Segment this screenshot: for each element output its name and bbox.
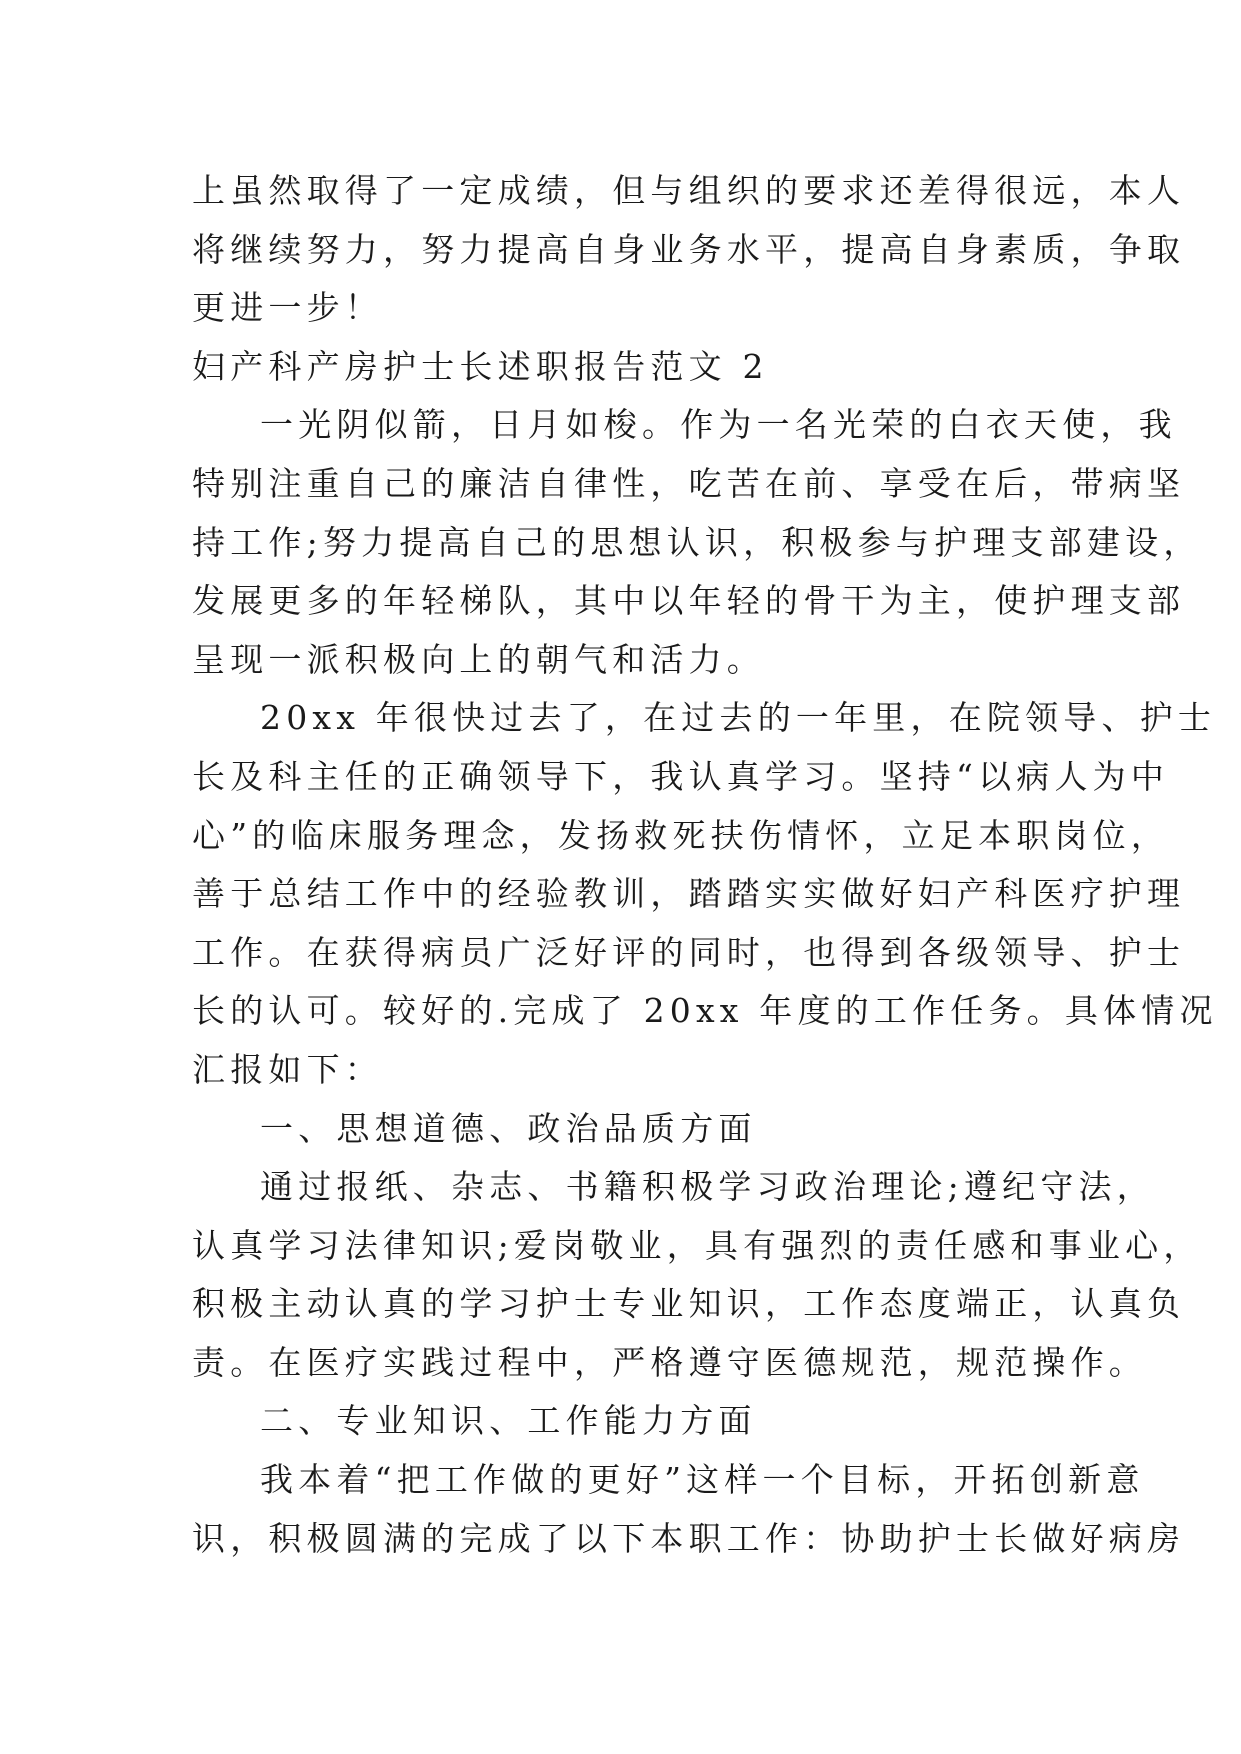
text-line: 工作。在获得病员广泛好评的同时，也得到各级领导、护士 [192, 932, 1186, 972]
text-line: 妇产科产房护士长述职报告范文 2 [192, 346, 769, 386]
text-line: 通过报纸、杂志、书籍积极学习政治理论;遵纪守法， [260, 1167, 1155, 1207]
text-line: 认真学习法律知识;爱岗敬业，具有强烈的责任感和事业心， [192, 1225, 1202, 1265]
text-line: 长的认可。较好的.完成了 20xx 年度的工作任务。具体情况 [192, 991, 1218, 1031]
document-body [192, 162, 1218, 1568]
text-line: 汇报如下： [192, 1049, 383, 1089]
text-line: 二、专业知识、工作能力方面 [260, 1401, 757, 1441]
text-line: 一光阴似箭，日月如梭。作为一名光荣的白衣天使，我 [260, 405, 1177, 445]
text-line: 责。在医疗实践过程中，严格遵守医德规范，规范操作。 [192, 1342, 1147, 1382]
text-line: 上虽然取得了一定成绩，但与组织的要求还差得很远，本人 [192, 171, 1186, 210]
text-line: 特别注重自己的廉洁自律性，吃苦在前、享受在后，带病坚 [192, 463, 1186, 503]
text-line: 将继续努力，努力提高自身业务水平，提高自身素质，争取 [192, 229, 1186, 269]
text-line: 20xx 年很快过去了，在过去的一年里，在院领导、护士 [260, 698, 1217, 738]
text-line: 更进一步！ [192, 288, 383, 328]
text-line: 长及科主任的正确领导下，我认真学习。坚持“以病人为中 [192, 756, 1170, 796]
text-line: 持工作;努力提高自己的思想认识，积极参与护理支部建设， [192, 522, 1202, 562]
text-line: 心”的临床服务理念，发扬救死扶伤情怀，立足本职岗位， [192, 815, 1170, 855]
text-line: 善于总结工作中的经验教训，踏踏实实做好妇产科医疗护理 [192, 874, 1186, 914]
text-line: 我本着“把工作做的更好”这样一个目标，开拓创新意 [260, 1460, 1145, 1500]
text-line: 发展更多的年轻梯队，其中以年轻的骨干为主，使护理支部 [192, 581, 1186, 621]
text-line: 识，积极圆满的完成了以下本职工作：协助护士长做好病房 [192, 1518, 1186, 1558]
text-line: 呈现一派积极向上的朝气和活力。 [192, 639, 765, 679]
text-line: 一、思想道德、政治品质方面 [260, 1108, 757, 1148]
text-line: 积极主动认真的学习护士专业知识，工作态度端正，认真负 [192, 1284, 1186, 1324]
